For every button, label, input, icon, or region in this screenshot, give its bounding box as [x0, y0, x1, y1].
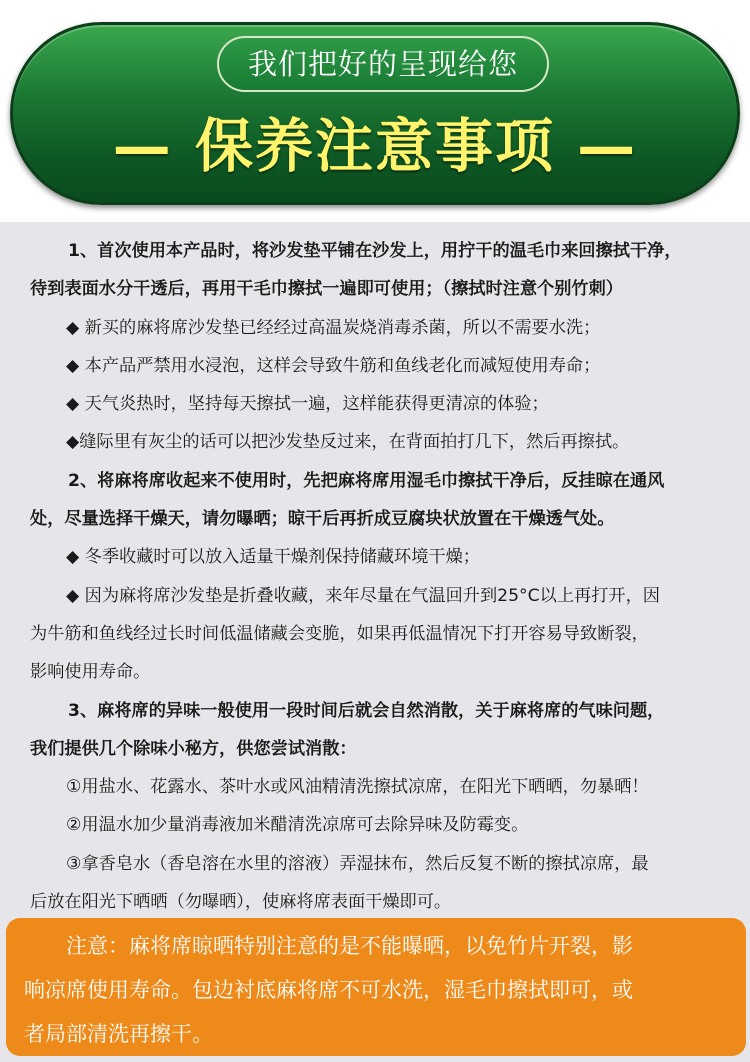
bullet-item-continuation: 为牛筋和鱼线经过长时间低温储藏会变脆，如果再低温情况下打开容易导致断裂，	[30, 623, 649, 644]
bullet-item-continuation: 影响使用寿命。	[30, 662, 151, 683]
tip-item-continuation: 后放在阳光下晒晒（勿曝晒），使麻将席表面干燥即可。	[30, 892, 452, 913]
notice-line: 者局部清洗再擦干。	[24, 1022, 213, 1046]
banner-subtitle: 我们把好的呈现给您	[217, 36, 549, 92]
notice-line: 注意：麻将席晾晒特别注意的是不能曝晒，以免竹片开裂，影	[66, 934, 633, 958]
notice-line: 响凉席使用寿命。包边衬底麻将席不可水洗，湿毛巾擦拭即可，或	[24, 978, 633, 1002]
bullet-item: ◆ 本产品严禁用水浸泡，这样会导致牛筋和鱼线老化而减短使用寿命；	[66, 355, 601, 376]
care-instructions	[30, 232, 730, 921]
bullet-item: ◆ 因为麻将席沙发垫是折叠收藏，来年尽量在气温回升到25°C以上再打开，因	[66, 585, 660, 606]
bullet-item: ◆缝际里有灰尘的话可以把沙发垫反过来，在背面拍打几下，然后再擦拭。	[66, 432, 630, 453]
notice-box	[6, 918, 746, 1056]
bullet-item: ◆ 冬季收藏时可以放入适量干燥剂保持储藏环境干燥；	[66, 547, 480, 568]
page-title: — 保养注意事项 —	[112, 112, 638, 180]
section-3-line-1: 3、麻将席的异味一般使用一段时间后就会自然消散，关于麻将席的气味问题，	[68, 700, 665, 721]
section-1-line-1: 1、首次使用本产品时，将沙发垫平铺在沙发上，用拧干的温毛巾来回擦拭干净，	[68, 241, 682, 261]
section-2-line-2: 处，尽量选择干燥天，请勿曝晒；晾干后再折成豆腐块状放置在干燥透气处。	[30, 509, 615, 530]
section-1-line-2: 待到表面水分干透后，再用干毛巾擦拭一遍即可使用；（擦拭时注意个别竹刺）	[30, 279, 623, 300]
tip-item: ②用温水加少量消毒液加米醋清洗凉席可去除异味及防霉变。	[66, 815, 529, 836]
section-2-line-1: 2、将麻将席收起来不使用时，先把麻将席用湿毛巾擦拭干净后，反挂晾在通风	[68, 470, 665, 491]
bullet-item: ◆ 新买的麻将席沙发垫已经经过高温炭烧消毒杀菌，所以不需要水洗；	[66, 317, 601, 338]
tip-item: ③拿香皂水（香皂溶在水里的溶液）弄湿抹布，然后反复不断的擦拭凉席，最	[66, 853, 649, 874]
bullet-item: ◆ 天气炎热时，坚持每天擦拭一遍，这样能获得更清凉的体验；	[66, 394, 549, 415]
tip-item: ①用盐水、花露水、茶叶水或风油精清洗擦拭凉席，在阳光下晒晒，勿暴晒！	[66, 777, 649, 798]
section-3-line-2: 我们提供几个除味小秘方，供您尝试消散：	[30, 738, 357, 759]
